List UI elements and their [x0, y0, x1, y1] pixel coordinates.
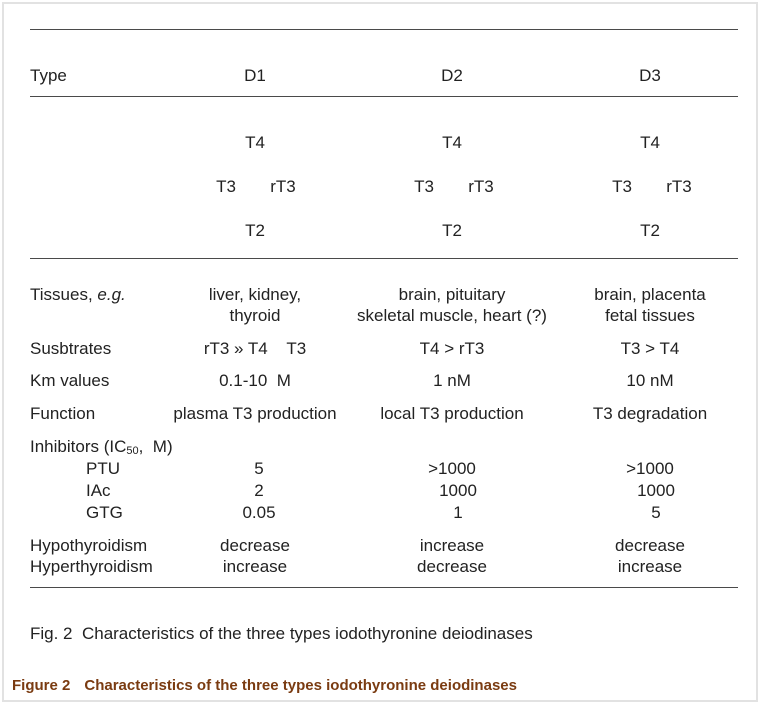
inhibitor-gtg-d1: 0.05 [242, 503, 276, 522]
header-d1: D1 [244, 66, 266, 85]
inhibitor-gtg-d2: 1 [453, 503, 463, 522]
km-d2: 1 nM [433, 371, 471, 390]
hypothyroidism-label: Hypothyroidism [30, 536, 148, 555]
header-type-label: Type [30, 66, 67, 85]
top-rule [30, 29, 738, 30]
header-d2: D2 [441, 66, 463, 85]
tissues-label: Tissues, e.g. [30, 285, 126, 304]
inhibitor-name-ptu: PTU [86, 459, 120, 478]
hyperthyroidism-label: Hyperthyroidism [30, 557, 153, 576]
tissues-d1-line2: thyroid [229, 306, 281, 325]
function-label: Function [30, 404, 96, 423]
substrates-d2: T4 > rT3 [419, 339, 485, 358]
d3-scheme-t2: T2 [640, 221, 660, 240]
d1-scheme-t3: T3 [216, 177, 236, 196]
figure-caption: Fig. 2 Characteristics of the three types iodothyronine deiodinases [30, 624, 533, 643]
tissues-d2-line1: brain, pituitary [398, 285, 506, 304]
tissues-d1-line1: liver, kidney, [208, 285, 302, 304]
d1-scheme-t4: T4 [245, 133, 265, 152]
substrates-d3: T3 > T4 [620, 339, 680, 358]
d1-scheme-t2: T2 [245, 221, 265, 240]
tissues-d3-line1: brain, placenta [594, 285, 706, 304]
header-rule [30, 96, 738, 97]
inhibitor-iac-d1: 2 [254, 481, 264, 500]
d3-scheme-t4: T4 [640, 133, 660, 152]
inhibitor-gtg-d3: 5 [651, 503, 661, 522]
tissues-d2-line2: skeletal muscle, heart (?) [357, 306, 547, 325]
hypothyroidism-d3: decrease [615, 536, 685, 555]
header-d3: D3 [639, 66, 661, 85]
inhibitor-name-gtg: GTG [86, 503, 123, 522]
function-d3: T3 degradation [592, 404, 708, 423]
km-d3: 10 nM [626, 371, 674, 390]
figure-label: Figure 2 [12, 677, 71, 694]
inhibitor-ptu-d2: >1000 [428, 459, 476, 478]
hyperthyroidism-d3: increase [617, 557, 683, 576]
inhibitor-iac-d3: 1000 [637, 481, 675, 500]
d3-scheme-rt3: rT3 [666, 177, 692, 196]
substrates-d1: rT3 » T4 T3 [203, 339, 307, 358]
km-d1: 0.1-10 M [219, 371, 291, 390]
substrates-label: Susbtrates [30, 339, 112, 358]
tissues-d3-line2: fetal tissues [605, 306, 695, 325]
d2-scheme-rt3: rT3 [468, 177, 494, 196]
d3-scheme-t3: T3 [612, 177, 632, 196]
inhibitor-ptu-d1: 5 [254, 459, 264, 478]
tissues-label-eg: e.g. [97, 285, 126, 304]
d2-scheme-t2: T2 [442, 221, 462, 240]
inhibitors-label: Inhibitors ($IC_{50}$, M) [30, 437, 173, 457]
inhibitor-iac-d2: 1000 [439, 481, 477, 500]
function-d1: plasma T3 production [173, 404, 337, 423]
inhibitor-name-iac: IAc [86, 481, 111, 500]
figure-title-text: Characteristics of the three types iodothyronine deiodinases [84, 677, 517, 694]
km-label: Km values [30, 371, 110, 390]
function-d2: local T3 production [380, 404, 524, 423]
figure-title [12, 677, 517, 694]
d1-scheme-rt3: rT3 [270, 177, 296, 196]
bottom-rule [30, 587, 738, 588]
hyperthyroidism-d1: increase [222, 557, 288, 576]
d2-scheme-t4: T4 [442, 133, 462, 152]
hypothyroidism-d1: decrease [220, 536, 290, 555]
hyperthyroidism-d2: decrease [417, 557, 487, 576]
hypothyroidism-d2: increase [419, 536, 485, 555]
inhibitor-ptu-d3: >1000 [626, 459, 674, 478]
scheme-rule [30, 258, 738, 259]
d2-scheme-t3: T3 [414, 177, 434, 196]
